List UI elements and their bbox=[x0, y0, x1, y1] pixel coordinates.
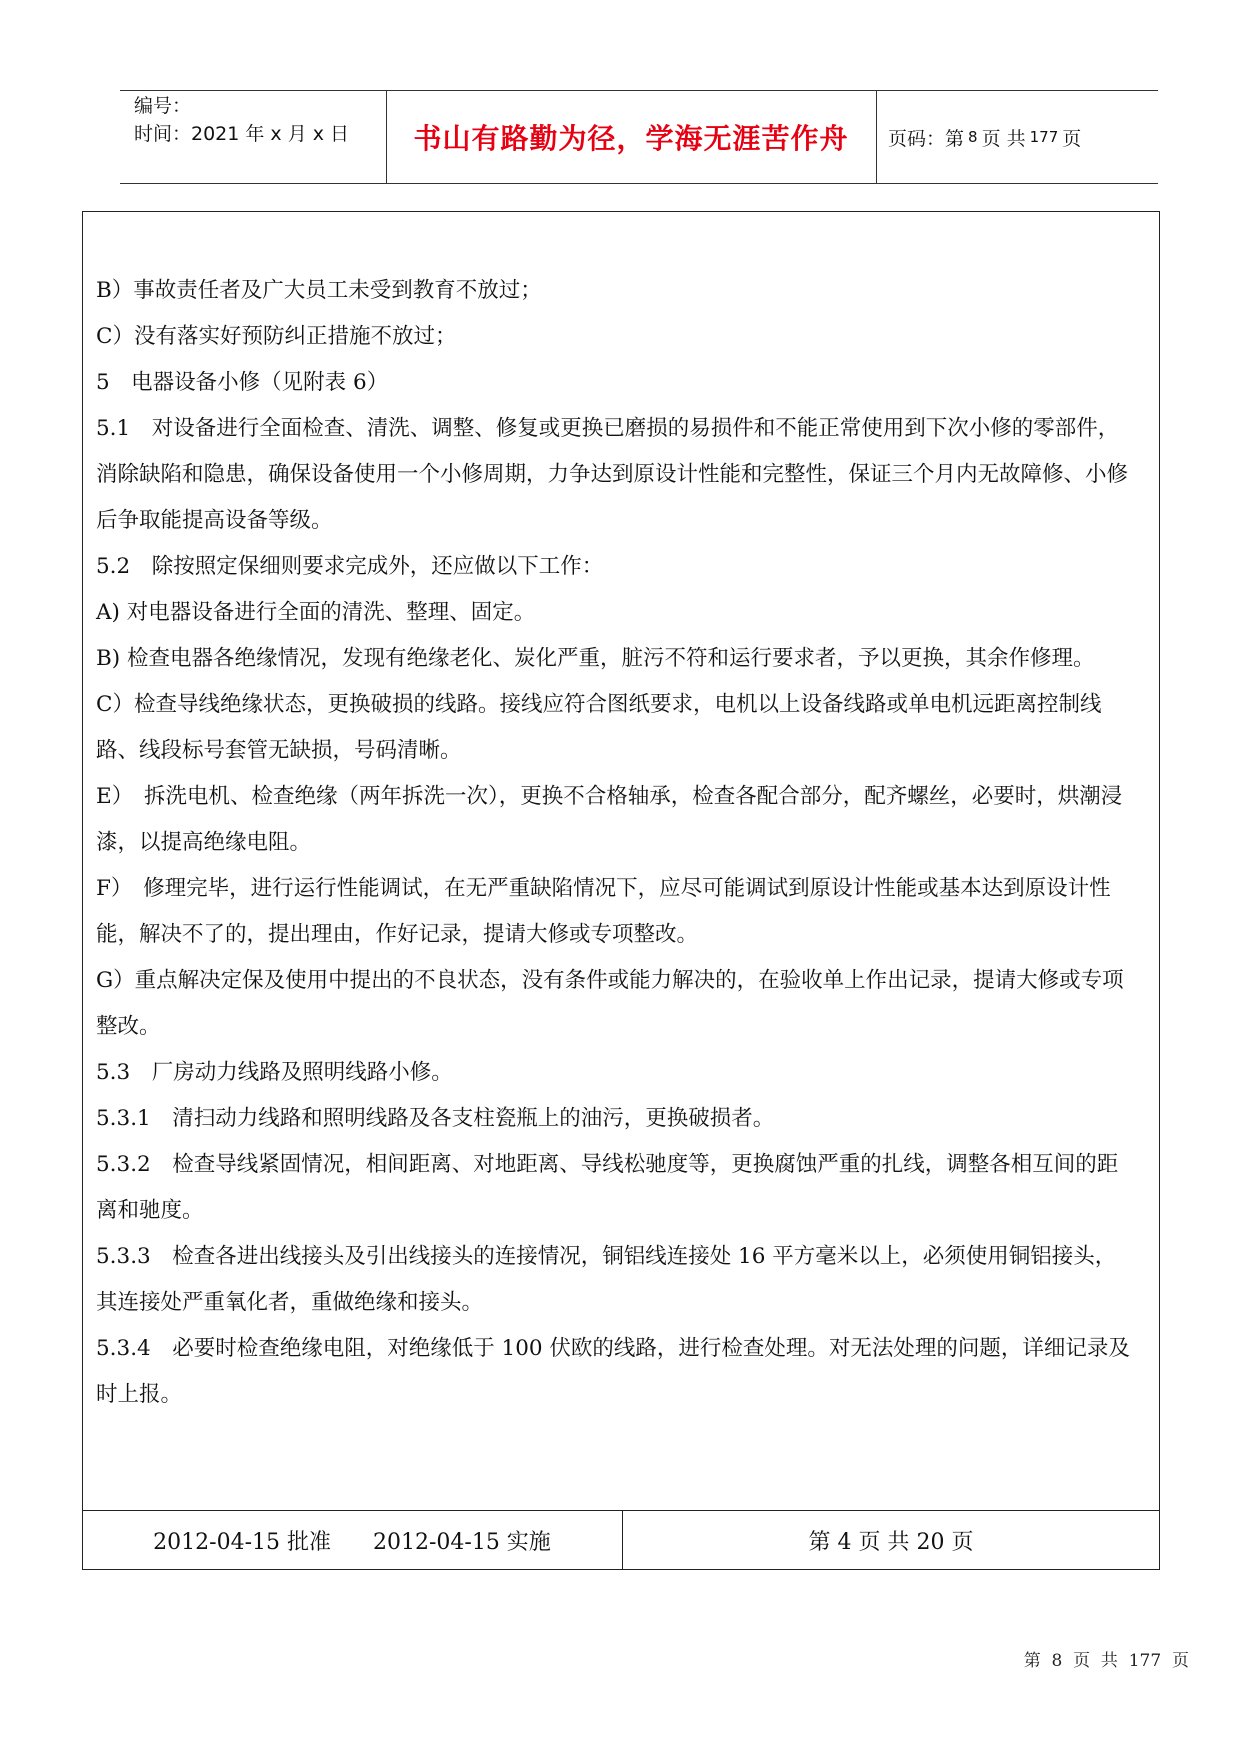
header-divider-left bbox=[386, 90, 387, 183]
page-suffix: 页 bbox=[1062, 127, 1082, 150]
paragraph: 5.1 对设备进行全面检查、清洗、调整、修复或更换已磨损的易损件和不能正常使用到下次小修的零部件，消除缺陷和隐患，确保设备使用一个小修周期，力争达到原设计性能和完整性，保证三个月内无故障修、小修后争取能提高设备等级。 bbox=[96, 416, 1129, 533]
header-motto: 书山有路勤为径，学海无涯苦作舟 bbox=[413, 122, 849, 155]
page-footer-number: 第 8 页 共 177 页 bbox=[1023, 1651, 1189, 1671]
header-page-counter bbox=[880, 92, 1158, 182]
paragraph: F） 修理完毕，进行运行性能调试，在无严重缺陷情况下，应尽可能调试到原设计性能或基本达到原设计性能，解决不了的，提出理由，作好记录，提请大修或专项整改。 bbox=[96, 876, 1111, 947]
paragraph: 5.3.1 清扫动力线路和照明线路及各支柱瓷瓶上的油污，更换破损者。 bbox=[96, 1106, 775, 1131]
page-total: 177 bbox=[1029, 128, 1059, 146]
paragraph: C）检查导线绝缘状态，更换破损的线路。接线应符合图纸要求，电机以上设备线路或单电机远距离控制线路、线段标号套管无缺损，号码清晰。 bbox=[96, 692, 1102, 763]
section-heading: 5 电器设备小修（见附表 6） bbox=[96, 370, 389, 395]
document-time: 时间：2021 年 x 月 x 日 bbox=[134, 123, 350, 145]
page-prefix: 页码：第 bbox=[888, 127, 965, 150]
header-divider-right bbox=[876, 90, 877, 183]
paragraph: 5.2 除按照定保细则要求完成外，还应做以下工作： bbox=[96, 554, 604, 579]
header-top-rule bbox=[120, 90, 1158, 91]
paragraph: 5.3 厂房动力线路及照明线路小修。 bbox=[96, 1060, 453, 1085]
document-body bbox=[96, 268, 1136, 1418]
page-mid: 页 共 bbox=[981, 127, 1026, 150]
approval-dates: 2012-04-15 批准 2012-04-15 实施 bbox=[153, 1529, 551, 1555]
header-info bbox=[134, 92, 384, 148]
paragraph: B) 检查电器各绝缘情况，发现有绝缘老化、炭化严重，脏污不符和运行要求者，予以更换，其余作修理。 bbox=[96, 646, 1095, 671]
paragraph: 5.3.2 检查导线紧固情况，相间距离、对地距离、导线松驰度等，更换腐蚀严重的扎线，调整各相互间的距离和驰度。 bbox=[96, 1152, 1119, 1223]
paragraph: B）事故责任者及广大员工未受到教育不放过； bbox=[96, 278, 542, 303]
paragraph: C）没有落实好预防纠正措施不放过； bbox=[96, 324, 457, 349]
paragraph: G）重点解决定保及使用中提出的不良状态，没有条件或能力解决的，在验收单上作出记录，提请大修或专项整改。 bbox=[96, 968, 1124, 1039]
document-number-label: 编号： bbox=[134, 95, 192, 117]
inner-page-number: 第 4 页 共 20 页 bbox=[808, 1529, 974, 1555]
header-bottom-rule bbox=[120, 183, 1158, 184]
paragraph: A) 对电器设备进行全面的清洗、整理、固定。 bbox=[96, 600, 536, 625]
paragraph: 5.3.4 必要时检查绝缘电阻，对绝缘低于 100 伏欧的线路，进行检查处理。对无法处理的问题，详细记录及时上报。 bbox=[96, 1336, 1130, 1407]
page-current: 8 bbox=[968, 128, 978, 146]
paragraph: E） 拆洗电机、检查绝缘（两年拆洗一次），更换不合格轴承，检查各配合部分，配齐螺丝，必要时，烘潮浸漆，以提高绝缘电阻。 bbox=[96, 784, 1123, 855]
paragraph: 5.3.3 检查各进出线接头及引出线接头的连接情况，铜铝线连接处 16 平方毫米以上，必须使用铜铝接头，其连接处严重氧化者，重做绝缘和接头。 bbox=[96, 1244, 1117, 1315]
